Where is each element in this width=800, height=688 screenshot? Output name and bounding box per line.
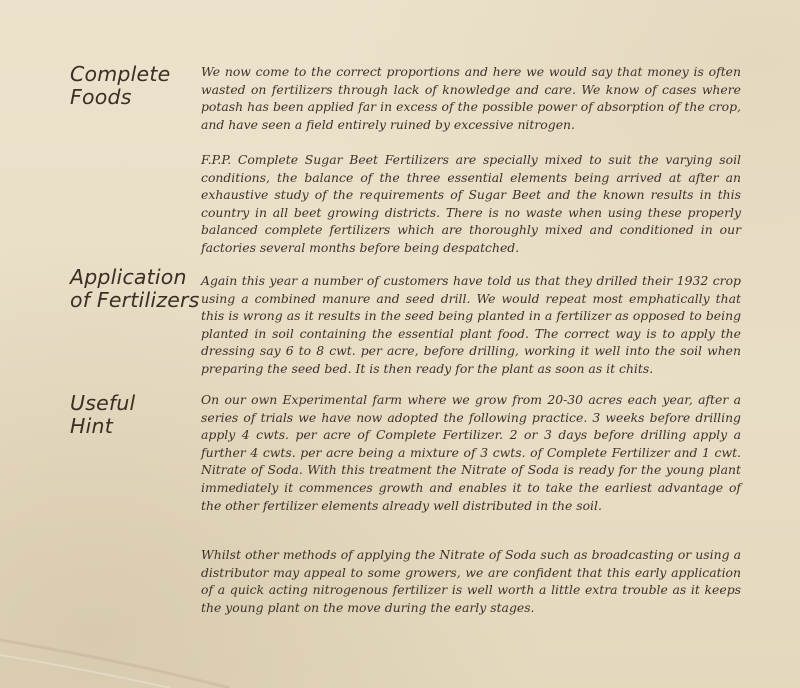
heading-useful-hint [70, 392, 135, 438]
heading-line: of Fertilizers [70, 288, 200, 312]
heading-line: Complete [70, 62, 171, 86]
heading-complete-foods [70, 63, 170, 109]
paragraph-useful-hint-1: On our own Experimental farm where we grow from 20-30 acres each year, after a series of trials we have now adopted the following practice. 3 weeks before drilling apply 4 cwts. per acre of Complete Fertilizer. 2 or 3 days before drilling apply a further 4 cwts. per acre being a mixture of 3 cwts. of Complete Fertilizer and 1 cwt. Nitrate of Soda. With this treatment the Nitrate of Soda is ready for the young plant immediately it commences growth and enables it to take the earliest advantage of the other fertilizer elements already well distributed in the soil. [201, 392, 741, 513]
heading-line: Hint [70, 414, 113, 438]
heading-line: Foods [70, 85, 132, 109]
paragraph-useful-hint-2: Whilst other methods of applying the Nitrate of Soda such as broadcasting or using a distributor may appeal to some growers, we are confident that this early application of a quick acting nitrogenous fertilizer is well worth a little extra trouble as it keeps the young plant on the move during the early stages. [201, 547, 741, 615]
paragraph-application: Again this year a number of customers have told us that they drilled their 1932 crop using a combined manure and seed drill. We would repeat most emphatically that this is wrong as it results in the seed being planted in a fertilizer as opposed to being planted in soil containing the essential plant food. The correct way is to apply the dressing say 6 to 8 cwt. per acre, before drilling, working it well into the soil when preparing the seed bed. It is then ready for the plant as soon as it chits. [201, 273, 741, 376]
heading-line: Application [70, 265, 187, 289]
paragraph-complete-foods-2: F.P.P. Complete Sugar Beet Fertilizers are specially mixed to suit the varying soil conditions, the balance of the three essential elements being arrived at after an exhaustive study of the requirements of Sugar Beet and the known results in this country in all beet growing districts. There is no waste when using these properly balanced complete fertilizers which are thoroughly mixed and conditioned in our factories several months before being despatched. [201, 152, 741, 255]
heading-application-of-fertilizers [70, 266, 200, 312]
paragraph-complete-foods-1: We now come to the correct proportions and here we would say that money is often wasted on fertilizers through lack of knowledge and care. We know of cases where potash has been applied far in excess of the possible power of absorption of the crop, and have seen a field entirely ruined by excessive nitrogen. [201, 64, 741, 132]
heading-line: Useful [70, 391, 136, 415]
